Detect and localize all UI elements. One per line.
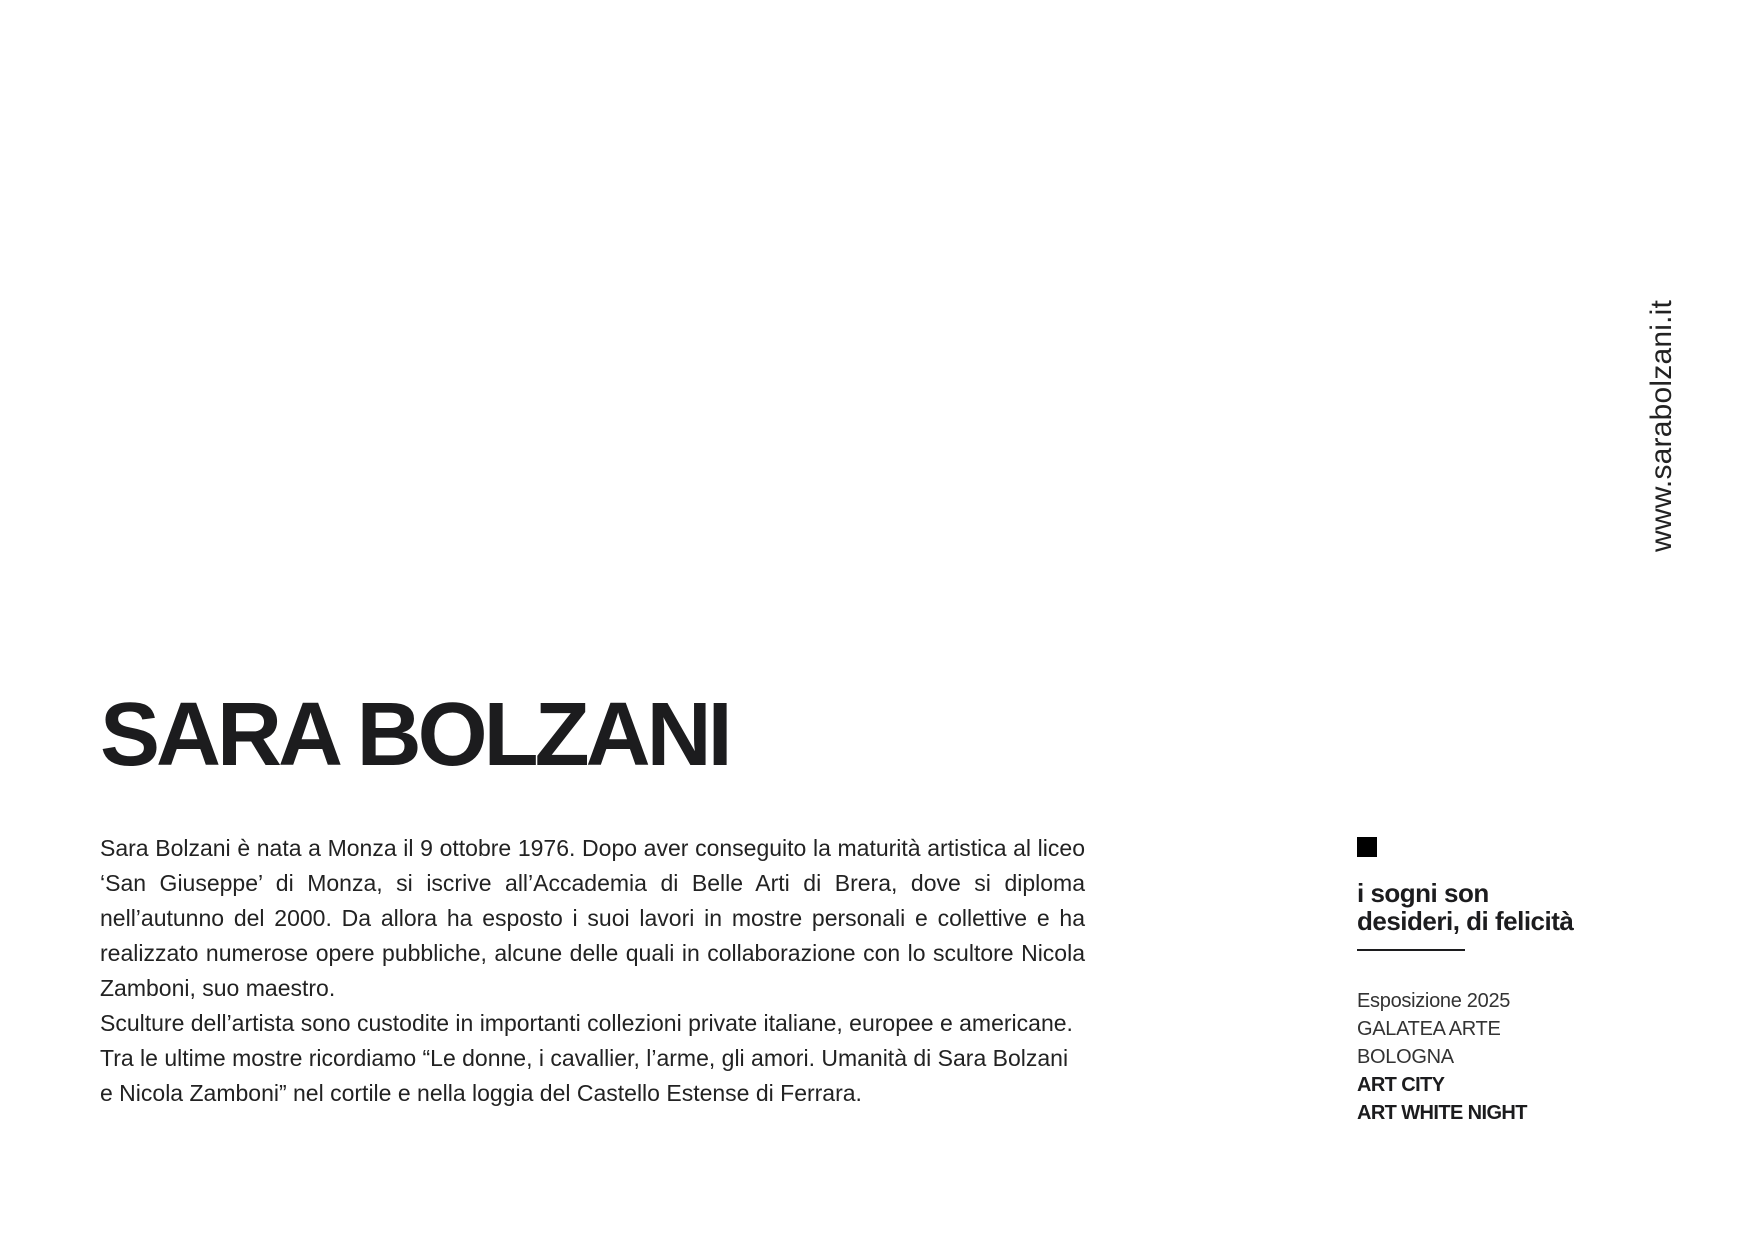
website-url-text[interactable]: www.sarabolzani.it (1645, 299, 1679, 553)
divider (1357, 949, 1465, 951)
gallery-name: GALATEA ARTE (1357, 1018, 1501, 1040)
bio-paragraph: Sculture dell’artista sono custodite in importanti collezioni private italiane, europee e americane. (100, 1010, 1073, 1036)
exhibition-sidebar (1357, 837, 1657, 1127)
exhibition-city: BOLOGNA (1357, 1046, 1454, 1068)
artist-biography (100, 831, 1085, 1111)
artist-name-heading: SARA BOLZANI (100, 685, 729, 785)
bio-paragraph: Tra le ultime mostre ricordiamo “Le donne, i cavallier, l’arme, gli amori. Umanità di Sara Bolzani e Nicola Zamboni” nel cortile e nella loggia del Castello Estense di Ferrara. (100, 1045, 1069, 1106)
bio-paragraph: Sara Bolzani è nata a Monza il 9 ottobre 1976. Dopo aver conseguito la maturità artistica al liceo ‘San Giuseppe’ di Monza, si iscrive all’Accademia di Belle Arti di Brera, dove si diploma nell’autunno del 2000. Da allora ha esposto i suoi lavori in mostre personali e collettive e ha realizzato numerose opere pubbliche, alcune delle quali in collaborazione con lo scultore Nicola Zamboni, suo maestro. (100, 835, 1085, 1001)
tagline-line: desideri, di felicità (1357, 906, 1574, 936)
exhibition-info (1357, 987, 1657, 1127)
exhibition-year: Esposizione 2025 (1357, 990, 1511, 1012)
exhibition-tagline (1357, 879, 1657, 935)
tagline-line: i sogni son (1357, 878, 1489, 908)
website-url[interactable] (1640, 295, 1684, 557)
event-name: ART WHITE NIGHT (1357, 1102, 1527, 1124)
event-name: ART CITY (1357, 1074, 1445, 1096)
black-square-icon (1357, 837, 1377, 857)
